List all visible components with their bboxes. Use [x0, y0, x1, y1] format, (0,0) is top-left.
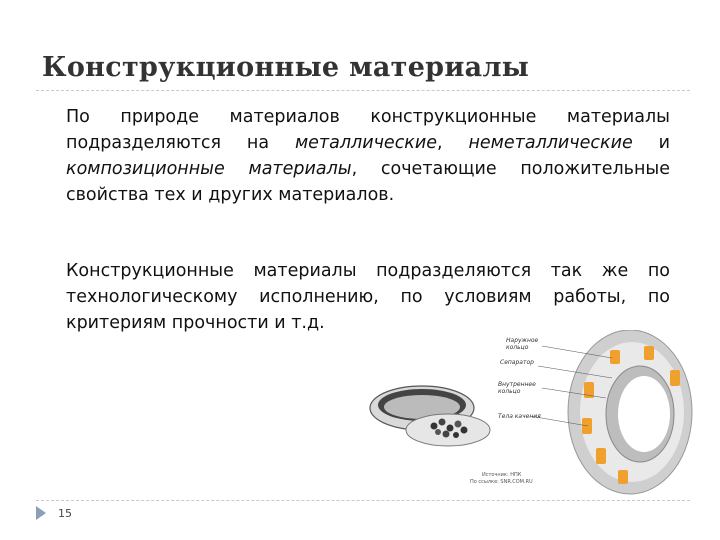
slide-title: Конструкционные материалы [42, 52, 530, 83]
svg-text:Наружное [506, 337, 539, 344]
svg-text:Сепаратор [500, 359, 534, 366]
paragraph-material-types [66, 104, 670, 208]
paragraph-classification: Конструкционные материалы подразделяются так же по технологическому исполнению, по условиям работы, по критериям прочности и т.д. [66, 261, 670, 333]
svg-text:Тела качения [498, 413, 541, 420]
svg-text:По ссылке: SNR.COM.RU [470, 479, 533, 485]
label-outer-ring-2: кольцо [506, 344, 529, 351]
para1-text-a: По природе материалов конструкционные материалы подразделяются на [66, 107, 670, 153]
footer-divider [36, 500, 690, 501]
source-line-1: Источник: НПК [482, 472, 522, 478]
term-metallic: металлические [294, 133, 438, 153]
page-number: 15 [58, 507, 72, 520]
label-inner-ring-2: кольцо [498, 388, 521, 395]
label-separator: Сепаратор [500, 359, 534, 366]
term-composite: композиционные материалы [66, 159, 352, 179]
svg-text:Источник: НПК [482, 472, 522, 478]
triangle-bullet-icon [34, 505, 48, 521]
label-outer-ring-1: Наружное [506, 337, 539, 344]
title-divider [36, 90, 690, 91]
svg-text:кольцо [498, 388, 521, 395]
ring-bearing-image [568, 330, 692, 494]
para1-text-b: , сочетающие положительные свойства тех и других материалов. [66, 159, 670, 205]
label-rolling-bodies: Тела качения [498, 413, 541, 420]
bearing-parts-image [370, 386, 490, 446]
bearing-illustration [360, 330, 700, 500]
para1-sep2: и [632, 133, 670, 153]
svg-text:Внутреннее [498, 381, 536, 388]
label-inner-ring-1: Внутреннее [498, 381, 536, 388]
source-line-2: По ссылке: SNR.COM.RU [470, 479, 533, 485]
svg-text:кольцо [506, 344, 529, 351]
para1-sep1: , [437, 133, 469, 153]
term-nonmetallic: неметаллические [468, 133, 633, 153]
